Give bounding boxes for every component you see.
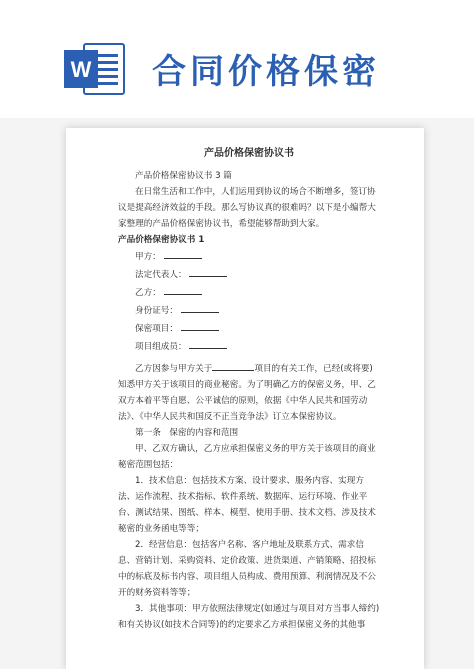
section-heading: 产品价格保密协议书 1	[118, 235, 205, 245]
field-project	[135, 320, 380, 338]
field-label: 项目组成员：	[135, 342, 187, 352]
article-1-body: 甲、乙双方确认，乙方应承担保密义务的甲方关于该项目的商业秘密范围包括：	[118, 444, 376, 470]
fill-in-blank[interactable]	[189, 338, 227, 349]
article-1-item-2: 2．经营信息：包括客户名称、客户地址及联系方式、需求信息、营销计划、采购资料、定价政策、进货渠道、产销策略、招投标中的标底及标书内容、项目组人员构成、费用预算、利润情况及不公开的财务资料等等；	[118, 540, 376, 598]
document-subtitle: 产品价格保密协议书 3 篇	[135, 171, 232, 181]
field-party-b	[135, 284, 380, 302]
header-banner	[0, 0, 474, 118]
paragraph-1	[118, 360, 380, 425]
field-legal-rep	[135, 266, 380, 284]
article-1-item-1: 1．技术信息：包括技术方案、设计要求、服务内容、实现方法、运作流程、技术指标、软件系统、数据库、运行环境、作业平台、测试结果、图纸、样本、模型、使用手册、技术文档、涉及技术秘密的业务函电等等；	[118, 476, 376, 534]
article-1-item-3: 3．其他事项：甲方依照法律规定(如通过与项目对方当事人缔约)和有关协议(如技术合同等)的约定要求乙方承担保密义务的其他事	[118, 604, 380, 630]
document-page	[66, 128, 424, 669]
paragraph-1-rest: 项目的有关工作，已经(或将要)知悉甲方关于该项目的商业秘密。为了明确乙方的保密义务，甲、乙双方本着平等自愿、公平诚信的原则，依据《中华人民共和国劳动法》、《中华人民共和国反不正当竞争法》订立本保密协议。	[118, 364, 376, 422]
word-document-icon	[64, 42, 126, 96]
fill-in-blank[interactable]	[181, 320, 219, 331]
article-1-heading: 第一条 保密的内容和范围	[135, 428, 239, 438]
fill-in-blank[interactable]	[181, 302, 219, 313]
field-id-number	[135, 302, 380, 320]
word-icon-letter: W	[70, 57, 92, 82]
field-members	[135, 338, 380, 356]
fill-in-blank[interactable]	[189, 266, 227, 277]
field-label: 法定代表人：	[135, 270, 187, 280]
paragraph-1-prefix: 乙方因参与甲方关于	[135, 364, 213, 374]
field-label: 身份证号：	[135, 306, 178, 316]
field-label: 甲方：	[135, 252, 161, 262]
document-content	[118, 146, 380, 633]
header-title: 合同价格保密	[152, 52, 380, 92]
intro-paragraph: 在日常生活和工作中，人们运用到协议的场合不断增多，签订协议是提高经济效益的手段。那么写协议真的很难吗？以下是小编帮大家整理的产品价格保密协议书，希望能够帮助到大家。	[118, 187, 376, 229]
fill-in-blank[interactable]	[164, 284, 202, 295]
fill-in-blank[interactable]	[212, 360, 254, 371]
field-party-a	[135, 248, 380, 266]
document-title: 产品价格保密协议书	[204, 148, 294, 159]
field-label: 乙方：	[135, 288, 161, 298]
fill-in-blank[interactable]	[164, 248, 202, 259]
field-label: 保密项目：	[135, 324, 178, 334]
